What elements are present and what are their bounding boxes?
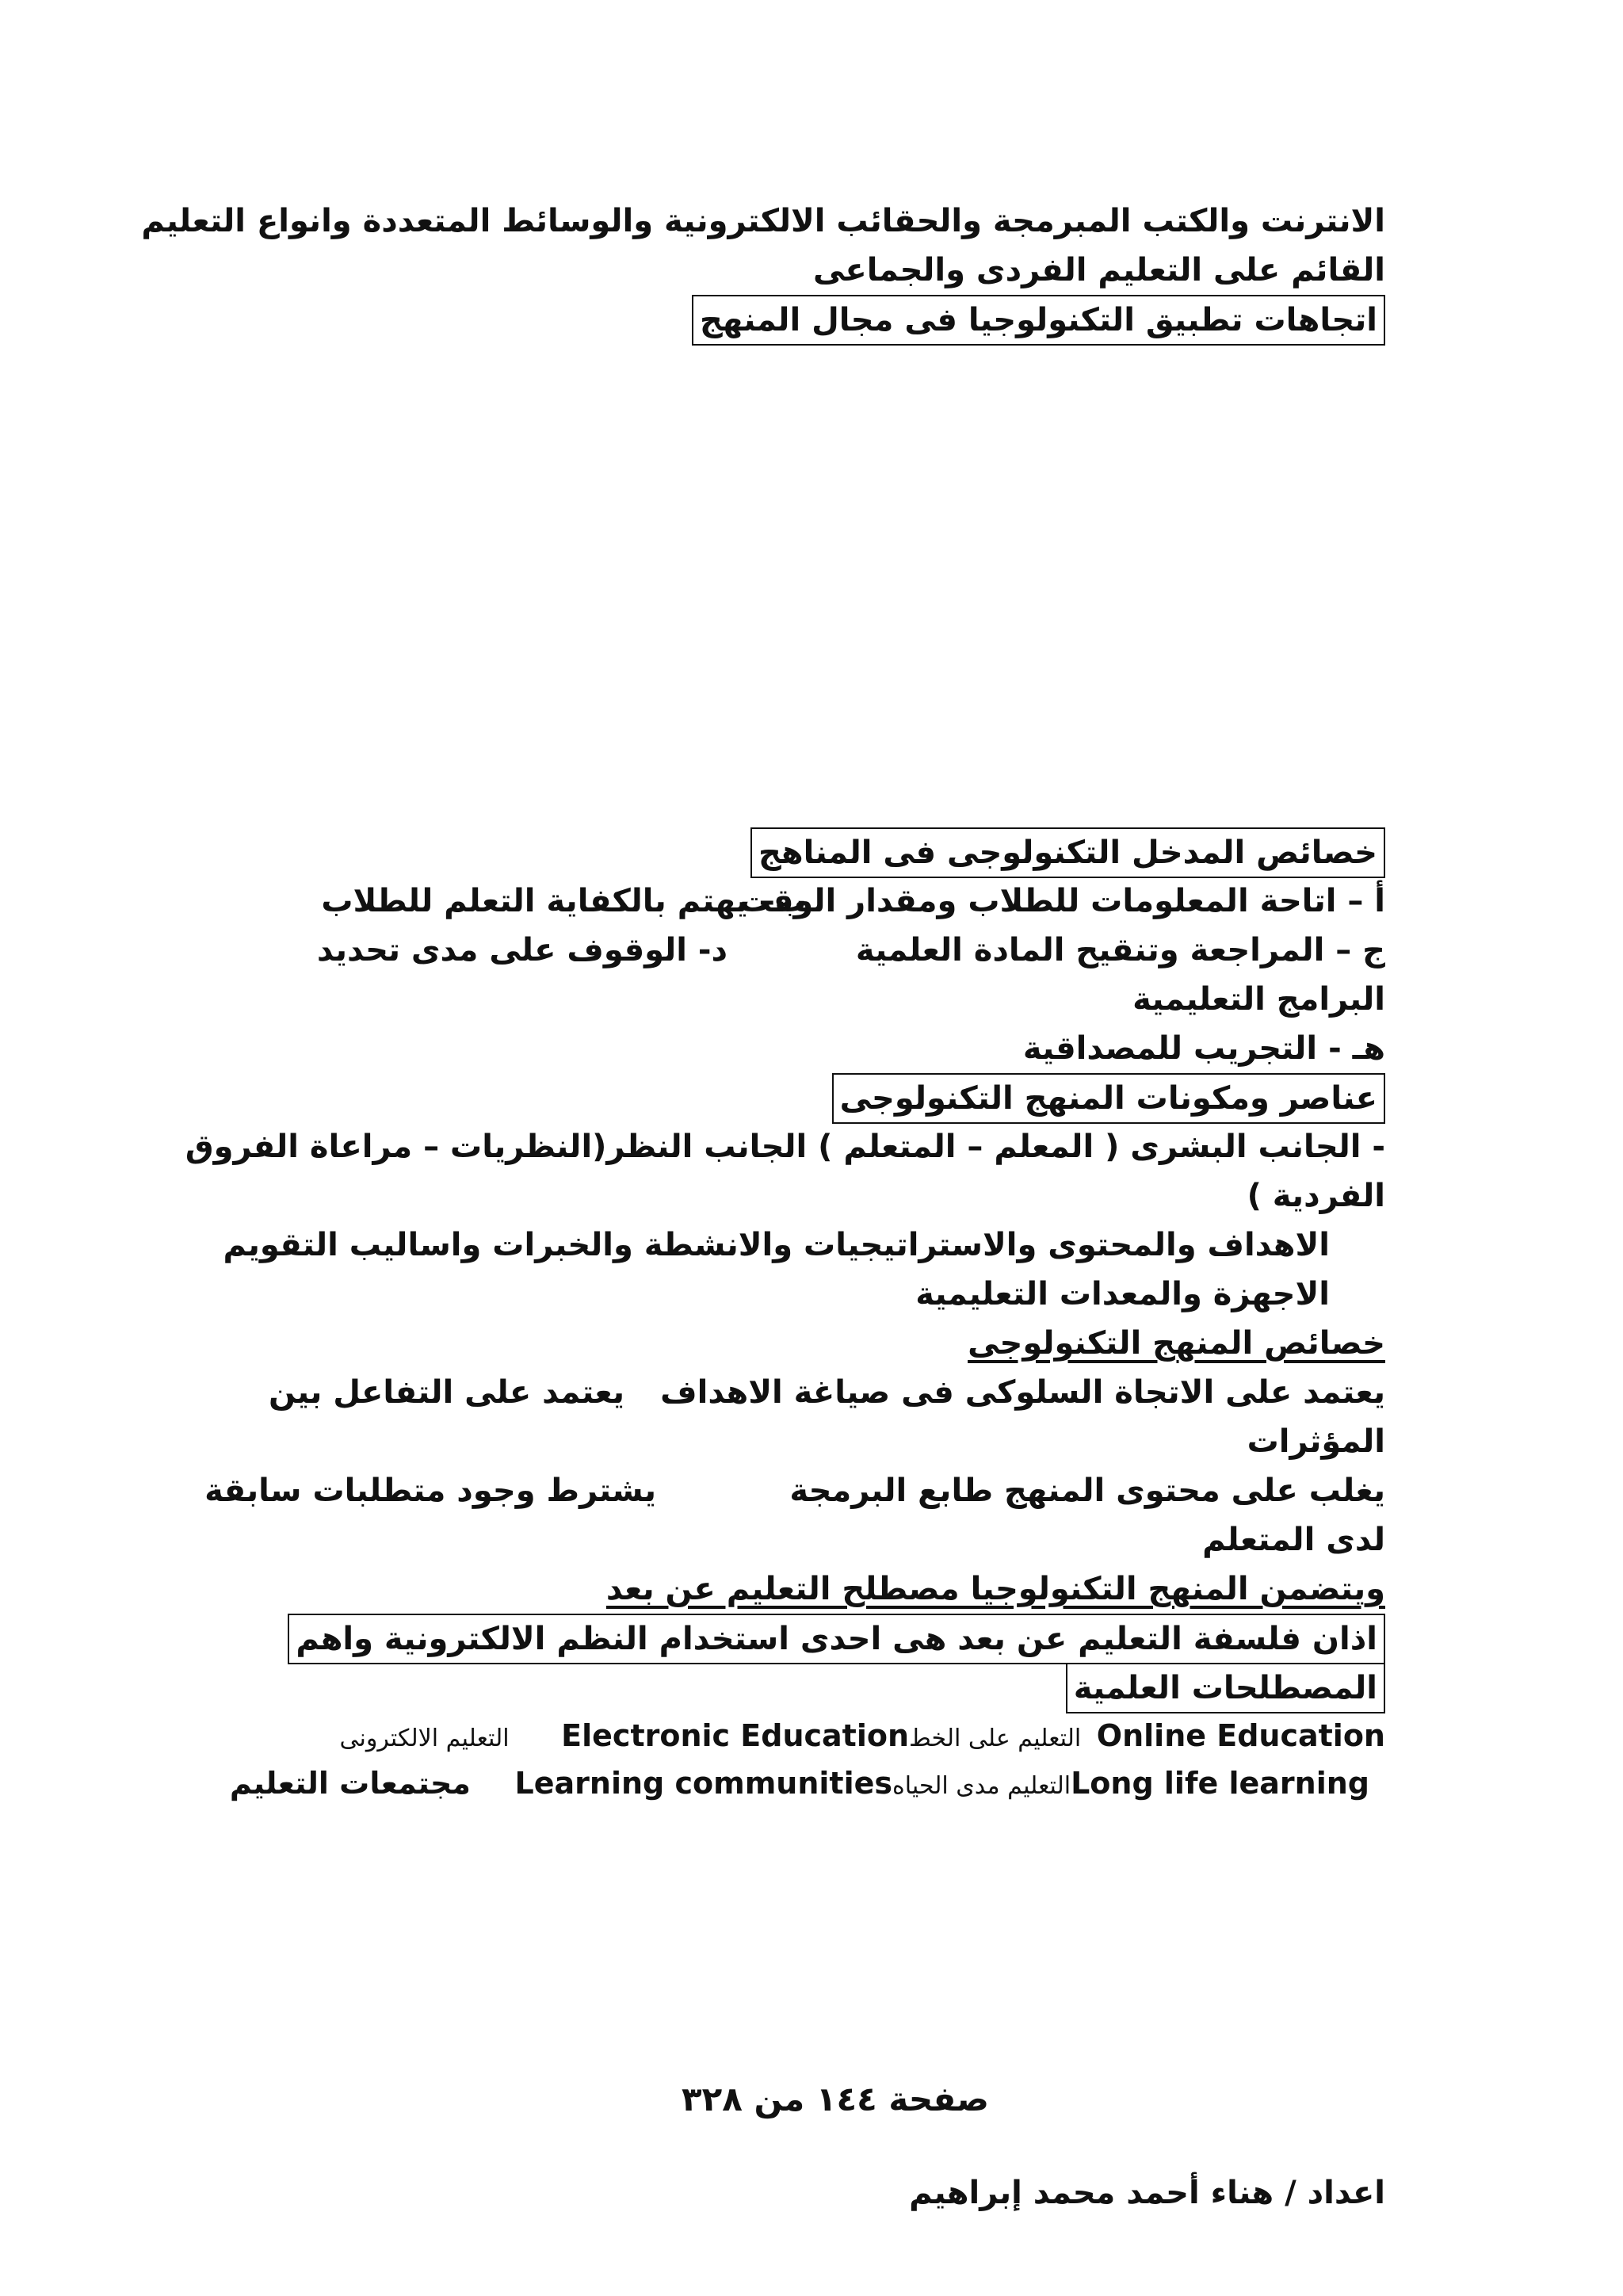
characteristic-b2: يشترط وجود متطلبات سابقة: [204, 1473, 656, 1509]
elements-line-4: الاجهزة والمعدات التعليمية: [915, 1276, 1330, 1312]
characteristics-heading: خصائص المنهج التكنولوجى: [968, 1325, 1385, 1362]
elements-heading: [832, 1073, 1385, 1124]
term-ar-communities: مجتمعات التعليم: [229, 1766, 471, 1801]
intro-line-1: الانترنت والكتب المبرمجة والحقائب الالكترونية والوسائط المتعددة وانواع التعليم: [141, 203, 1385, 239]
feature-e: هـ - التجريب للمصداقية: [1022, 1030, 1385, 1067]
characteristic-b1: يغلب على محتوى المنهج طابع البرمجة: [789, 1473, 1385, 1509]
term-ar-electronic: التعليم الالكترونى: [339, 1725, 510, 1752]
feature-c: ج – المراجعة وتنقيح المادة العلمية: [855, 932, 1385, 968]
philosophy-line-2: [1066, 1663, 1385, 1713]
author-credit: اعداد / هناء أحمد محمد إبراهيم: [909, 2175, 1385, 2211]
elements-line-2: الفردية ): [1247, 1178, 1385, 1214]
feature-d: د- الوقوف على مدى تحديد: [316, 932, 727, 968]
term-ar-online: التعليم على الخط: [909, 1725, 1082, 1752]
philosophy-line-1: [288, 1614, 1385, 1664]
features-heading: [750, 827, 1385, 878]
characteristic-a1: يعتمد على الاتجاة السلوكى فى صياغة الاهداف: [660, 1374, 1385, 1411]
feature-a: أ – اتاحة المعلومات للطلاب ومقدار الوقت: [739, 883, 1385, 919]
elements-line-1: - الجانب البشرى ( المعلم – المتعلم ) الجانب النظر(النظريات – مراعاة الفروق: [185, 1129, 1385, 1165]
features-heading-text: خصائص المدخل التكنولوجى فى المناهج: [750, 827, 1385, 878]
term-en-communities: Learning communities: [514, 1766, 893, 1801]
terms-row-1: [340, 1718, 1386, 1753]
trends-heading: [692, 295, 1385, 346]
term-en-electronic: Electronic Education: [561, 1718, 910, 1753]
term-en-lifelong: Long life learning: [1071, 1766, 1369, 1801]
trends-heading-text: اتجاهات تطبيق التكنولوجيا فى مجال المنهج: [692, 295, 1385, 346]
term-ar-lifelong: التعليم مدى الحياه: [892, 1772, 1071, 1800]
intro-line-2: القائم على التعليم الفردى والجماعى: [812, 252, 1385, 288]
elements-line-3: الاهداف والمحتوى والاستراتيجيات والانشطة والخبرات واساليب التقويم: [223, 1227, 1330, 1263]
distance-learning-line: ويتضمن المنهج التكنولوجيا مصطلح التعليم عن بعد: [605, 1571, 1385, 1607]
characteristic-b-continued: لدى المتعلم: [1202, 1522, 1385, 1558]
philosophy-line-2-text: المصطلحات العلمية: [1066, 1663, 1385, 1713]
terms-row-2: [230, 1766, 1369, 1801]
term-en-online: Online Education: [1096, 1718, 1385, 1753]
elements-heading-text: عناصر ومكونات المنهج التكنولوجى: [832, 1073, 1385, 1124]
feature-d-continued: البرامج التعليمية: [1132, 981, 1385, 1018]
page-number: صفحة ١٤٤ من ٣٢٨: [681, 2080, 989, 2118]
feature-b: ب– يهتم بالكفاية التعلم للطلاب: [321, 883, 807, 919]
characteristic-a2: يعتمد على التفاعل بين: [269, 1374, 624, 1411]
philosophy-line-1-text: اذان فلسفة التعليم عن بعد هى احدى استخدام النظم الالكترونية واهم: [288, 1614, 1385, 1664]
characteristic-a-continued: المؤثرات: [1247, 1423, 1385, 1460]
